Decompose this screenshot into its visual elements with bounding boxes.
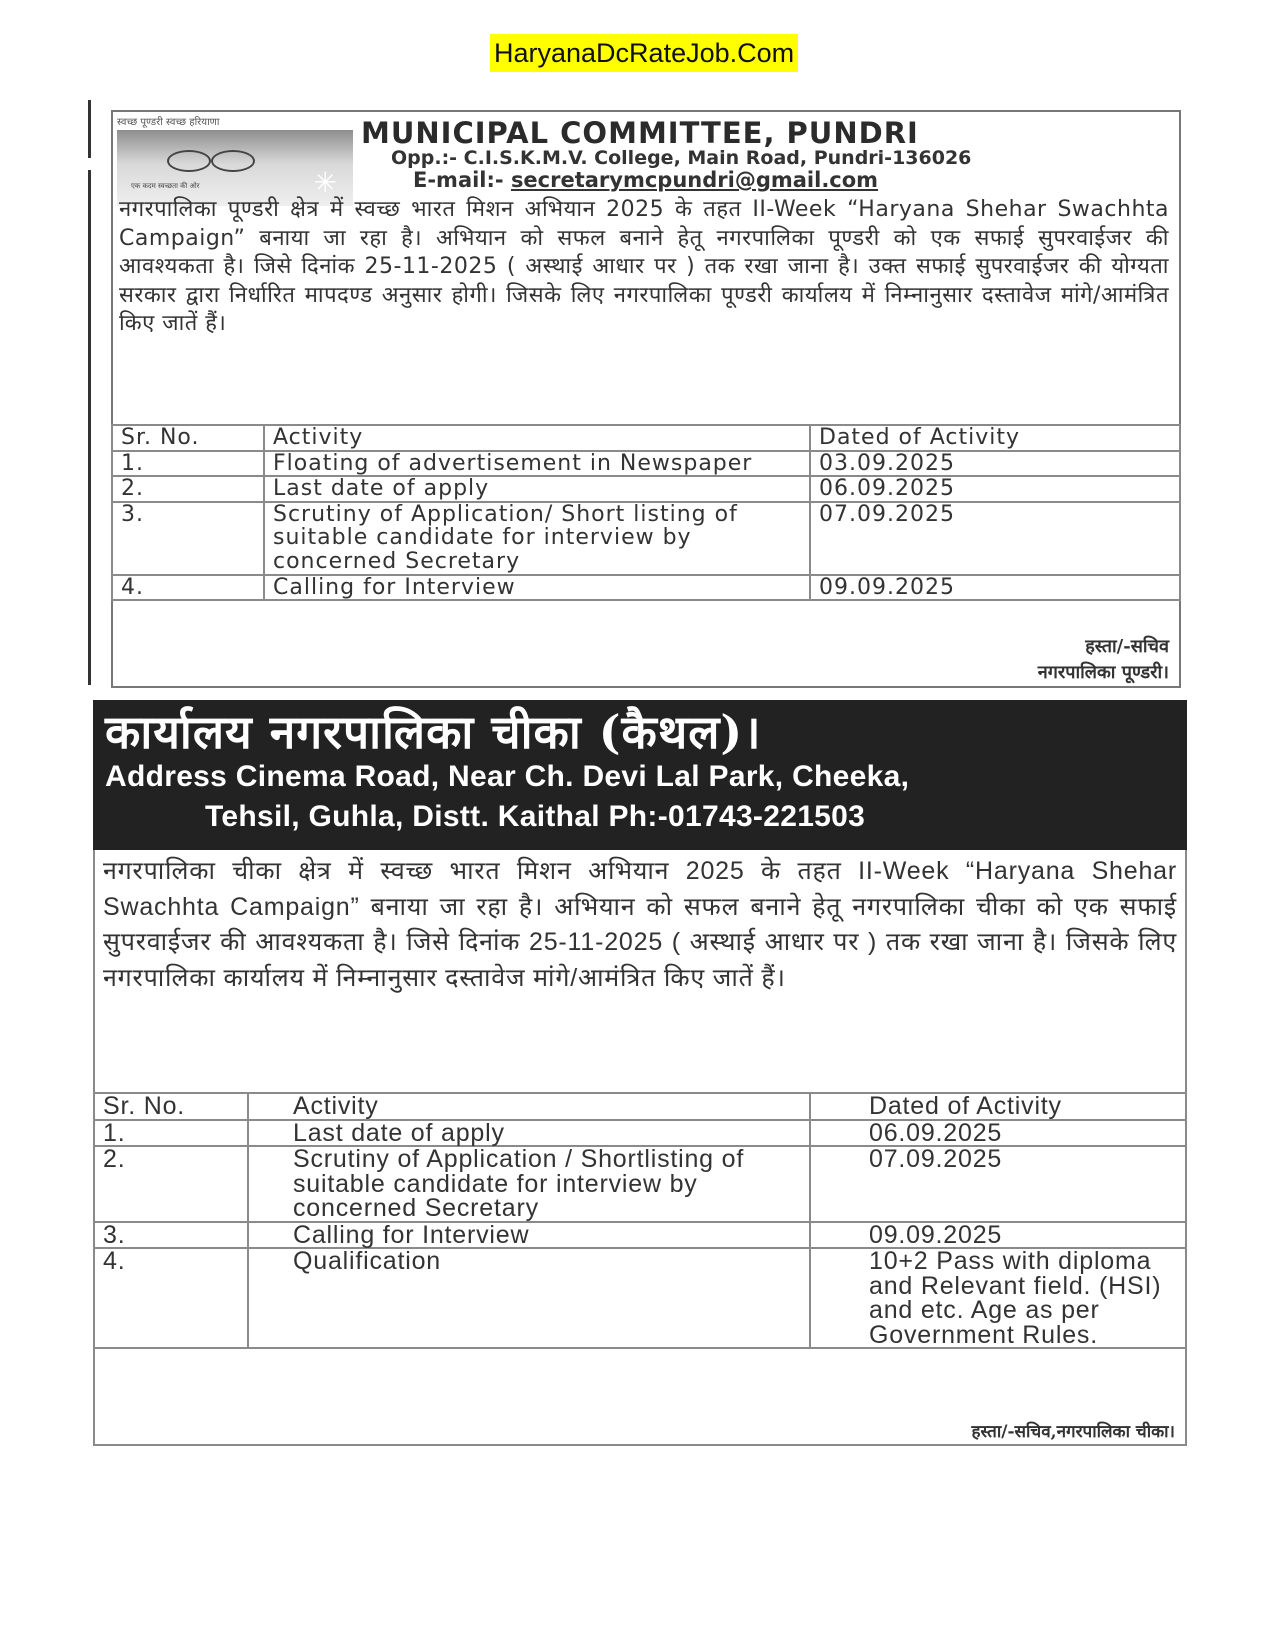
notice-header — [93, 700, 1187, 850]
logo-ring-left — [167, 150, 211, 172]
table-row — [94, 1248, 1186, 1348]
swachh-bharat-glasses-icon — [117, 130, 353, 206]
cell-activity: Last date of apply — [248, 1120, 810, 1147]
cell-date: 06.09.2025 — [810, 1120, 1186, 1147]
header-date: Dated of Activity — [810, 1093, 1186, 1120]
table-row — [94, 1120, 1186, 1147]
email-link[interactable]: secretarymcpundri@gmail.com — [510, 168, 879, 192]
notice-pundri — [111, 110, 1181, 688]
email-line — [413, 168, 878, 192]
cell-activity: Floating of advertisement in Newspaper — [264, 451, 810, 477]
activity-schedule-table — [93, 1092, 1187, 1349]
cell-activity: Scrutiny of Application/ Short listing of suitable candidate for interview by concerned Secretary — [264, 502, 810, 575]
notice-cheeka — [93, 700, 1187, 1450]
table-header-row — [94, 1093, 1186, 1120]
cell-date: 07.09.2025 — [810, 502, 1180, 575]
cell-sr-no: 3. — [94, 1222, 248, 1249]
table-row — [94, 1146, 1186, 1222]
notice-body: नगरपालिका चीका क्षेत्र में स्वच्छ भारत मिशन अभियान 2025 के तहत II-Week “Haryana Shehar Swachhta Campaign” बनाया जा रहा है। अभियान को सफल बनाने हेतू नगरपालिका चीका को एक सफाई सुपरवाईजर की आवश्यकता है। जिसे दिनांक 25-11-2025 ( अस्थाई आधार पर ) तक रखा जाना है। जिसके लिए नगरपालिका कार्यालय में निम्नानुसार दस्तावेज मांगे/आमंत्रित किए जातें हैं। — [103, 857, 1177, 992]
cell-activity: Calling for Interview — [264, 575, 810, 601]
logo-caption: स्वच्छ पूण्डरी स्वच्छ हरियाणा — [117, 117, 220, 128]
notice-title: MUNICIPAL COMMITTEE, PUNDRI — [361, 116, 919, 150]
header-date: Dated of Activity — [810, 425, 1180, 451]
header-activity: Activity — [248, 1093, 810, 1120]
cell-sr-no: 3. — [112, 502, 264, 575]
email-label: E-mail:- — [413, 168, 504, 192]
cell-activity: Scrutiny of Application / Shortlisting of suitable candidate for interview by concerned Secretary — [248, 1146, 810, 1222]
header-sr-no: Sr. No. — [112, 425, 264, 451]
cell-date: 09.09.2025 — [810, 1222, 1186, 1249]
table-row — [112, 575, 1180, 601]
logo-ring-right — [211, 150, 255, 172]
scan-edge-line — [88, 170, 91, 685]
notice-title: कार्यालय नगरपालिका चीका (कैथल)। — [105, 705, 762, 759]
cell-activity: Qualification — [248, 1248, 810, 1348]
office-address: Opp.:- C.I.S.K.M.V. College, Main Road, Pundri-136026 — [391, 147, 972, 169]
cell-sr-no: 4. — [94, 1248, 248, 1348]
sparkle-icon: ✳ — [313, 166, 337, 199]
cell-date: 03.09.2025 — [810, 451, 1180, 477]
signature-secretary: हस्ता/-सचिव,नगरपालिका चीका। — [971, 1422, 1175, 1442]
site-watermark-banner: HaryanaDcRateJob.Com — [490, 34, 798, 72]
cell-date: 09.09.2025 — [810, 575, 1180, 601]
cell-activity: Calling for Interview — [248, 1222, 810, 1249]
swachh-bharat-logo — [117, 116, 353, 208]
cell-sr-no: 1. — [94, 1120, 248, 1147]
cell-activity: Last date of apply — [264, 476, 810, 502]
office-address-line2: Tehsil, Guhla, Distt. Kaithal Ph:-01743-221503 — [205, 800, 866, 833]
cell-date: 07.09.2025 — [810, 1146, 1186, 1222]
notice-body: नगरपालिका पूण्डरी क्षेत्र में स्वच्छ भारत मिशन अभियान 2025 के तहत II-Week “Haryana Shehar Swachhta Campaign” बनाया जा रहा है। अभियान को सफल बनाने हेतू नगरपालिका पूण्डरी को एक सफाई सुपरवाईजर की आवश्यकता है। जिसे दिनांक 25-11-2025 ( अस्थाई आधार पर ) तक रखा जाना है। उक्त सफाई सुपरवाईजर की योग्यता सरकार द्वारा निर्धारित मापदण्ड अनुसार होगी। जिसके लिए नगरपालिका पूण्डरी कार्यालय में निम्नानुसार दस्तावेज मांगे/आमंत्रित किए जातें हैं। — [119, 197, 1169, 337]
signature-secretary: हस्ता/-सचिव — [1085, 636, 1169, 657]
table-header-row — [112, 425, 1180, 451]
header-sr-no: Sr. No. — [94, 1093, 248, 1120]
cell-date: 06.09.2025 — [810, 476, 1180, 502]
scan-edge-line — [88, 100, 91, 158]
logo-tagline: एक कदम स्वच्छता की ओर — [131, 182, 200, 190]
notice-content — [93, 850, 1187, 1446]
header-activity: Activity — [264, 425, 810, 451]
activity-schedule-table — [111, 424, 1181, 601]
cell-sr-no: 2. — [94, 1146, 248, 1222]
cell-sr-no: 1. — [112, 451, 264, 477]
table-row — [94, 1222, 1186, 1249]
cell-sr-no: 4. — [112, 575, 264, 601]
office-address-line1: Address Cinema Road, Near Ch. Devi Lal Park, Cheeka, — [105, 760, 910, 793]
table-row — [112, 502, 1180, 575]
signature-office: नगरपालिका पूण्डरी। — [1037, 662, 1169, 683]
cell-sr-no: 2. — [112, 476, 264, 502]
table-row — [112, 476, 1180, 502]
cell-qualification: 10+2 Pass with diploma and Relevant field. (HSI) and etc. Age as per Government Rules. — [810, 1248, 1186, 1348]
table-row — [112, 451, 1180, 477]
